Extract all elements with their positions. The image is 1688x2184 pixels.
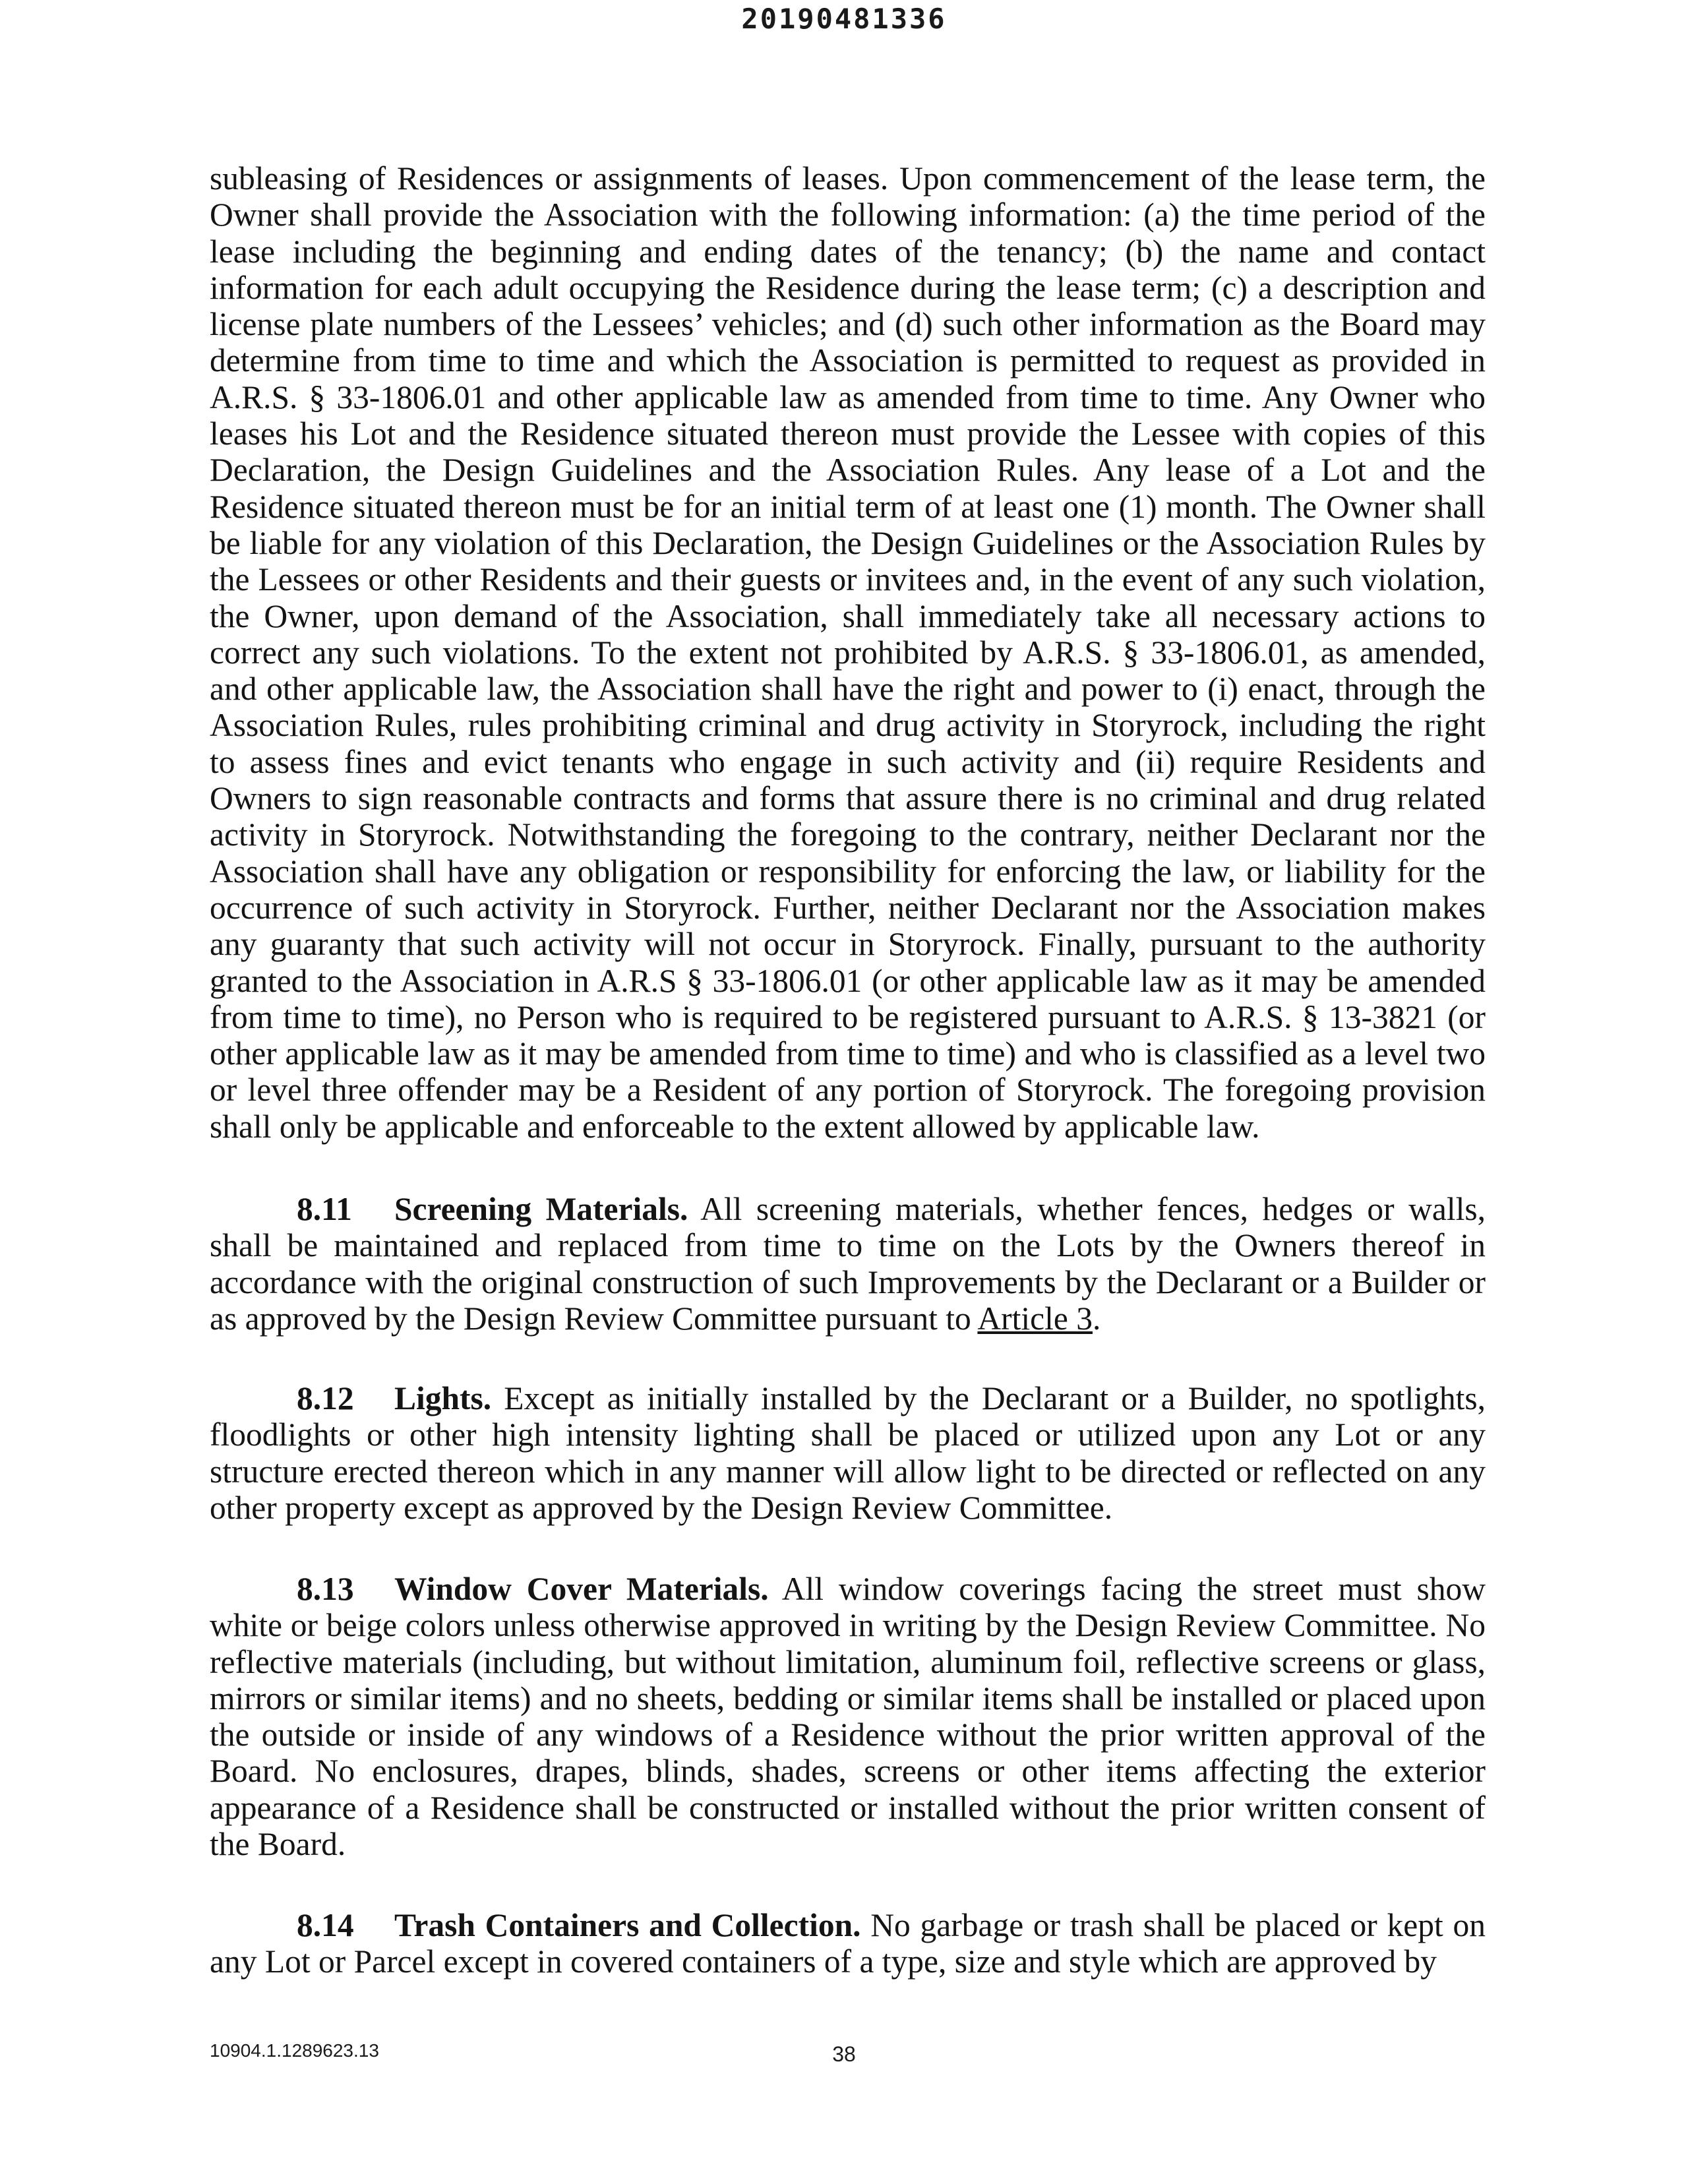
section-body: All window coverings facing the street must show white or beige colors unless otherwise approved in writing by the Design Review Committee. No reflective materials (including, but without limitation, aluminum foil, reflective screens or glass, mirrors or similar items) and no sheets, bedding or similar items shall be installed or placed upon the outside or inside of any windows of a Residence without the prior written approval of the Board. No enclosures, drapes, blinds, shades, screens or other items affecting the exterior appearance of a Residence shall be constructed or installed without the prior written consent of the Board. — [210, 1571, 1486, 1863]
section-8-12 — [210, 1380, 1486, 1526]
page-number: 38 — [832, 2042, 856, 2066]
article-reference: Article 3 — [977, 1300, 1093, 1337]
section-title: Lights. — [394, 1380, 492, 1416]
section-number: 8.11 — [297, 1191, 352, 1227]
footer-document-id: 10904.1.1289623.13 — [210, 2040, 379, 2061]
section-body: All screening materials, whether fences, hedges or walls, shall be maintained and replaced from time to time on the Lots by the Owners thereof in accordance with the original construction of such Improvements by the Declarant or a Builder or as approved by the Design Review Committee pursuant to — [210, 1191, 1486, 1337]
section-title: Window Cover Materials. — [394, 1571, 769, 1607]
section-number: 8.13 — [297, 1571, 354, 1607]
section-8-14 — [210, 1907, 1486, 1980]
section-number: 8.12 — [297, 1380, 354, 1416]
section-title: Screening Materials. — [394, 1191, 688, 1227]
section-number: 8.14 — [297, 1907, 354, 1943]
section-body-end: . — [1092, 1300, 1101, 1337]
paragraph-lease-continuation: subleasing of Residences or assignments of leases. Upon commencement of the lease term, the Owner shall provide the Association with the following information: (a) the time period of the lease including the beginning and ending dates of the tenancy; (b) the name and contact information for each adult occupying the Residence during the lease term; (c) a description and license plate numbers of the Lessees’ vehicles; and (d) such other information as the Board may determine from time to time and which the Association is permitted to request as provided in A.R.S. § 33-1806.01 and other applicable law as amended from time to time. Any Owner who leases his Lot and the Residence situated thereon must provide the Lessee with copies of this Declaration, the Design Guidelines and the Association Rules. Any lease of a Lot and the Residence situated thereon must be for an initial term of at least one (1) month. The Owner shall be liable for any violation of this Declaration, the Design Guidelines or the Association Rules by the Lessees or other Residents and their guests or invitees and, in the event of any such violation, the Owner, upon demand of the Association, shall immediately take all necessary actions to correct any such violations. To the extent not prohibited by A.R.S. § 33-1806.01, as amended, and other applicable law, the Association shall have the right and power to (i) enact, through the Association Rules, rules prohibiting criminal and drug activity in Storyrock, including the right to assess fines and evict tenants who engage in such activity and (ii) require Residents and Owners to sign reasonable contracts and forms that assure there is no criminal and drug related activity in Storyrock. Notwithstanding the foregoing to the contrary, neither Declarant nor the Association shall have any obligation or responsibility for enforcing the law, or liability for the occurrence of such activity in Storyrock. Further, neither Declarant nor the Association makes any guaranty that such activity will not occur in Storyrock. Finally, pursuant to the authority granted to the Association in A.R.S § 33-1806.01 (or other applicable law as it may be amended from time to time), no Person who is required to be registered pursuant to A.R.S. § 13-3821 (or other applicable law as it may be amended from time to time) and who is classified as a level two or level three offender may be a Resident of any portion of Storyrock. The foregoing provision shall only be applicable and enforceable to the extent allowed by applicable law. — [210, 160, 1486, 1145]
section-body: No garbage or trash shall be placed or kept on any Lot or Parcel except in covered containers of a type, size and style which are approved by — [210, 1907, 1486, 1980]
section-8-11 — [210, 1191, 1486, 1337]
document-number-header: 20190481336 — [741, 3, 947, 35]
section-8-13 — [210, 1571, 1486, 1862]
section-title: Trash Containers and Collection. — [394, 1907, 861, 1943]
section-body: Except as initially installed by the Declarant or a Builder, no spotlights, floodlights or other high intensity lighting shall be placed or utilized upon any Lot or any structure erected thereon which in any manner will allow light to be directed or reflected on any other property except as approved by the Design Review Committee. — [210, 1380, 1486, 1526]
